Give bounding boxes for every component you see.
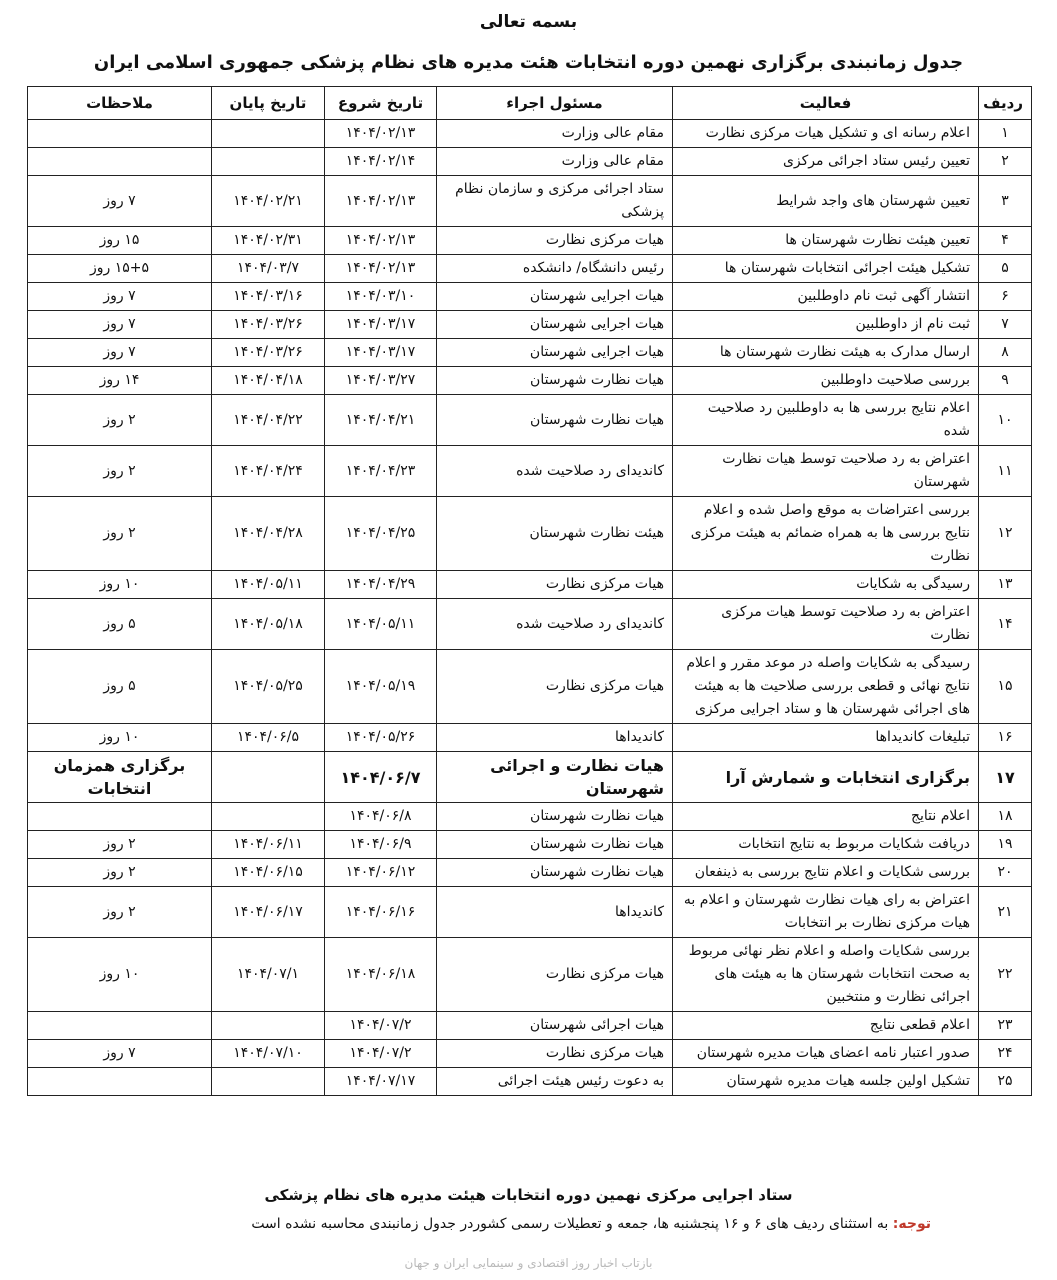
row-number-cell: ۱۱ (979, 446, 1032, 497)
notes-cell: ۲ روز (28, 887, 212, 938)
end-date-cell: ۱۴۰۴/۰۳/۱۶ (212, 283, 325, 311)
column-header-notes: ملاحظات (28, 87, 212, 120)
notes-cell: ۱۴ روز (28, 367, 212, 395)
activity-cell: اعتراض به رد صلاحیت توسط هیات نظارت شهرستان (673, 446, 979, 497)
activity-cell: رسیدگی به شکایات (673, 571, 979, 599)
activity-cell: رسیدگی به شکایات واصله در موعد مقرر و اعلام نتایج نهائی و قطعی بررسی صلاحیت ها به هیئت های اجرائی شهرستان ها و ستاد اجرایی مرکزی (673, 650, 979, 724)
issuer-signature: ستاد اجرایی مرکزی نهمین دوره انتخابات هیئت مدیره های نظام پزشکی (264, 1186, 793, 1204)
table-row (28, 650, 1032, 724)
row-number-cell: ۴ (979, 227, 1032, 255)
table-row (28, 571, 1032, 599)
document-heading: بسمه تعالی (479, 12, 578, 32)
end-date-cell: ۱۴۰۴/۰۳/۷ (212, 255, 325, 283)
start-date-cell: ۱۴۰۴/۰۳/۲۷ (325, 367, 437, 395)
responsible-cell: هیات اجرایی شهرستان (437, 311, 673, 339)
notes-cell: ۱۰ روز (28, 938, 212, 1012)
activity-cell: تعیین شهرستان های واجد شرایط (673, 176, 979, 227)
start-date-cell: ۱۴۰۴/۰۶/۷ (325, 752, 437, 803)
responsible-cell: هیات اجرایی شهرستان (437, 283, 673, 311)
activity-cell: تعیین هیئت نظارت شهرستان ها (673, 227, 979, 255)
row-number-cell: ۱۰ (979, 395, 1032, 446)
row-number-cell: ۲۱ (979, 887, 1032, 938)
end-date-cell (212, 1068, 325, 1096)
activity-cell: اعلام نتایج (673, 803, 979, 831)
table-row (28, 752, 1032, 803)
end-date-cell (212, 148, 325, 176)
activity-cell: دریافت شکایات مربوط به نتایج انتخابات (673, 831, 979, 859)
responsible-cell: هیات مرکزی نظارت (437, 571, 673, 599)
responsible-cell: هیات نظارت شهرستان (437, 395, 673, 446)
responsible-cell: مقام عالی وزارت (437, 148, 673, 176)
end-date-cell: ۱۴۰۴/۰۳/۲۶ (212, 311, 325, 339)
table-row (28, 497, 1032, 571)
activity-cell: تعیین رئیس ستاد اجرائی مرکزی (673, 148, 979, 176)
activity-cell: بررسی اعتراضات به موقع واصل شده و اعلام نتایج بررسی ها به همراه ضمائم به هیئت مرکزی نظارت (673, 497, 979, 571)
row-number-cell: ۱۶ (979, 724, 1032, 752)
notes-cell: ۷ روز (28, 339, 212, 367)
responsible-cell: هیات نظارت و اجرائی شهرستان (437, 752, 673, 803)
table-row (28, 1040, 1032, 1068)
row-number-cell: ۵ (979, 255, 1032, 283)
start-date-cell: ۱۴۰۴/۰۷/۲ (325, 1012, 437, 1040)
start-date-cell: ۱۴۰۴/۰۶/۹ (325, 831, 437, 859)
activity-cell: بررسی شکایات واصله و اعلام نظر نهائی مربوط به صحت انتخابات شهرستان ها به هیئت های اجرائی نظارت و منتخبین (673, 938, 979, 1012)
start-date-cell: ۱۴۰۴/۰۴/۲۳ (325, 446, 437, 497)
table-row (28, 339, 1032, 367)
end-date-cell (212, 803, 325, 831)
responsible-cell: کاندیداها (437, 724, 673, 752)
start-date-cell: ۱۴۰۴/۰۲/۱۳ (325, 120, 437, 148)
end-date-cell: ۱۴۰۴/۰۵/۲۵ (212, 650, 325, 724)
responsible-cell: هیات اجرائی شهرستان (437, 1012, 673, 1040)
end-date-cell: ۱۴۰۴/۰۶/۱۱ (212, 831, 325, 859)
start-date-cell: ۱۴۰۴/۰۳/۱۷ (325, 311, 437, 339)
start-date-cell: ۱۴۰۴/۰۲/۱۳ (325, 227, 437, 255)
row-number-cell: ۱۹ (979, 831, 1032, 859)
responsible-cell: هیات نظارت شهرستان (437, 859, 673, 887)
table-row (28, 446, 1032, 497)
footnote (251, 1216, 931, 1232)
table-row (28, 724, 1032, 752)
start-date-cell: ۱۴۰۴/۰۵/۱۱ (325, 599, 437, 650)
notes-cell: ۱۰ روز (28, 571, 212, 599)
row-number-cell: ۲۵ (979, 1068, 1032, 1096)
start-date-cell: ۱۴۰۴/۰۶/۱۸ (325, 938, 437, 1012)
activity-cell: اعتراض به رای هیات نظارت شهرستان و اعلام به هیات مرکزی نظارت بر انتخابات (673, 887, 979, 938)
responsible-cell: هیات مرکزی نظارت (437, 227, 673, 255)
responsible-cell: مقام عالی وزارت (437, 120, 673, 148)
table-row (28, 938, 1032, 1012)
responsible-cell: هیات نظارت شهرستان (437, 831, 673, 859)
start-date-cell: ۱۴۰۴/۰۶/۱۶ (325, 887, 437, 938)
notes-cell (28, 148, 212, 176)
row-number-cell: ۲۲ (979, 938, 1032, 1012)
end-date-cell: ۱۴۰۴/۰۴/۲۴ (212, 446, 325, 497)
notes-cell: ۷ روز (28, 311, 212, 339)
activity-cell: اعتراض به رد صلاحیت توسط هیات مرکزی نظارت (673, 599, 979, 650)
notes-cell: ۲ روز (28, 395, 212, 446)
row-number-cell: ۱۴ (979, 599, 1032, 650)
row-number-cell: ۲ (979, 148, 1032, 176)
end-date-cell: ۱۴۰۴/۰۴/۲۲ (212, 395, 325, 446)
start-date-cell: ۱۴۰۴/۰۴/۲۵ (325, 497, 437, 571)
start-date-cell: ۱۴۰۴/۰۷/۲ (325, 1040, 437, 1068)
column-header-row-number: ردیف (979, 87, 1032, 120)
end-date-cell: ۱۴۰۴/۰۵/۱۱ (212, 571, 325, 599)
activity-cell: اعلام رسانه ای و تشکیل هیات مرکزی نظارت (673, 120, 979, 148)
end-date-cell: ۱۴۰۴/۰۷/۱ (212, 938, 325, 1012)
row-number-cell: ۱۸ (979, 803, 1032, 831)
end-date-cell: ۱۴۰۴/۰۶/۱۵ (212, 859, 325, 887)
table-row (28, 803, 1032, 831)
start-date-cell: ۱۴۰۴/۰۳/۱۰ (325, 283, 437, 311)
footnote-text: به استثنای ردیف های ۶ و ۱۶ پنجشنبه ها، جمعه و تعطیلات رسمی کشوردر جدول زمانبندی محاسبه نشده است (251, 1216, 889, 1232)
notes-cell: ۲ روز (28, 831, 212, 859)
row-number-cell: ۲۴ (979, 1040, 1032, 1068)
table-row (28, 148, 1032, 176)
footnote-label: توجه: (892, 1216, 931, 1232)
activity-cell: ارسال مدارک به هیئت نظارت شهرستان ها (673, 339, 979, 367)
table-row (28, 395, 1032, 446)
row-number-cell: ۷ (979, 311, 1032, 339)
end-date-cell (212, 1012, 325, 1040)
responsible-cell: هیات مرکزی نظارت (437, 938, 673, 1012)
start-date-cell: ۱۴۰۴/۰۵/۱۹ (325, 650, 437, 724)
row-number-cell: ۱۵ (979, 650, 1032, 724)
activity-cell: برگزاری انتخابات و شمارش آرا (673, 752, 979, 803)
start-date-cell: ۱۴۰۴/۰۷/۱۷ (325, 1068, 437, 1096)
row-number-cell: ۲۰ (979, 859, 1032, 887)
notes-cell: ۱۵+۵ روز (28, 255, 212, 283)
table-row (28, 311, 1032, 339)
notes-cell: ۱۵ روز (28, 227, 212, 255)
responsible-cell: هیئت نظارت شهرستان (437, 497, 673, 571)
responsible-cell: رئیس دانشگاه/ دانشکده (437, 255, 673, 283)
end-date-cell: ۱۴۰۴/۰۷/۱۰ (212, 1040, 325, 1068)
end-date-cell (212, 752, 325, 803)
notes-cell: ۷ روز (28, 1040, 212, 1068)
start-date-cell: ۱۴۰۴/۰۴/۲۱ (325, 395, 437, 446)
responsible-cell: هیات نظارت شهرستان (437, 803, 673, 831)
notes-cell: برگزاری همزمان انتخابات (28, 752, 212, 803)
row-number-cell: ۸ (979, 339, 1032, 367)
row-number-cell: ۶ (979, 283, 1032, 311)
notes-cell: ۷ روز (28, 176, 212, 227)
responsible-cell: کاندیدای رد صلاحیت شده (437, 446, 673, 497)
start-date-cell: ۱۴۰۴/۰۲/۱۳ (325, 176, 437, 227)
responsible-cell: هیات مرکزی نظارت (437, 650, 673, 724)
start-date-cell: ۱۴۰۴/۰۶/۸ (325, 803, 437, 831)
row-number-cell: ۱ (979, 120, 1032, 148)
notes-cell (28, 1012, 212, 1040)
row-number-cell: ۱۲ (979, 497, 1032, 571)
activity-cell: اعلام قطعی نتایج (673, 1012, 979, 1040)
end-date-cell: ۱۴۰۴/۰۵/۱۸ (212, 599, 325, 650)
responsible-cell: هیات نظارت شهرستان (437, 367, 673, 395)
activity-cell: بررسی شکایات و اعلام نتایج بررسی به ذینفعان (673, 859, 979, 887)
row-number-cell: ۱۷ (979, 752, 1032, 803)
row-number-cell: ۳ (979, 176, 1032, 227)
notes-cell: ۲ روز (28, 497, 212, 571)
table-row (28, 255, 1032, 283)
table-row (28, 176, 1032, 227)
table-row (28, 831, 1032, 859)
table-row (28, 367, 1032, 395)
column-header-activity: فعالیت (673, 87, 979, 120)
notes-cell: ۵ روز (28, 650, 212, 724)
end-date-cell: ۱۴۰۴/۰۳/۲۶ (212, 339, 325, 367)
responsible-cell: کاندیداها (437, 887, 673, 938)
start-date-cell: ۱۴۰۴/۰۳/۱۷ (325, 339, 437, 367)
end-date-cell: ۱۴۰۴/۰۴/۲۸ (212, 497, 325, 571)
column-header-end-date: تاریخ پایان (212, 87, 325, 120)
notes-cell: ۲ روز (28, 859, 212, 887)
table-row (28, 283, 1032, 311)
responsible-cell: کاندیدای رد صلاحیت شده (437, 599, 673, 650)
table-row (28, 599, 1032, 650)
start-date-cell: ۱۴۰۴/۰۵/۲۶ (325, 724, 437, 752)
activity-cell: تشکیل هیئت اجرائی انتخابات شهرستان ها (673, 255, 979, 283)
row-number-cell: ۲۳ (979, 1012, 1032, 1040)
column-header-responsible: مسئول اجراء (437, 87, 673, 120)
table-row (28, 227, 1032, 255)
row-number-cell: ۱۳ (979, 571, 1032, 599)
activity-cell: صدور اعتبار نامه اعضای هیات مدیره شهرستان (673, 1040, 979, 1068)
end-date-cell: ۱۴۰۴/۰۶/۱۷ (212, 887, 325, 938)
activity-cell: بررسی صلاحیت داوطلبین (673, 367, 979, 395)
table-row (28, 1068, 1032, 1096)
activity-cell: اعلام نتایج بررسی ها به داوطلبین رد صلاحیت شده (673, 395, 979, 446)
activity-cell: ثبت نام از داوطلبین (673, 311, 979, 339)
notes-cell: ۷ روز (28, 283, 212, 311)
responsible-cell: ستاد اجرائی مرکزی و سازمان نظام پزشکی (437, 176, 673, 227)
notes-cell: ۲ روز (28, 446, 212, 497)
watermark-caption: بازتاب اخبار روز اقتصادی و سینمایی ایران و جهان (404, 1256, 653, 1270)
table-row (28, 120, 1032, 148)
start-date-cell: ۱۴۰۴/۰۶/۱۲ (325, 859, 437, 887)
start-date-cell: ۱۴۰۴/۰۲/۱۴ (325, 148, 437, 176)
activity-cell: تشکیل اولین جلسه هیات مدیره شهرستان (673, 1068, 979, 1096)
table-row (28, 859, 1032, 887)
schedule-table-body (28, 120, 1032, 1096)
start-date-cell: ۱۴۰۴/۰۴/۲۹ (325, 571, 437, 599)
start-date-cell: ۱۴۰۴/۰۲/۱۳ (325, 255, 437, 283)
notes-cell: ۱۰ روز (28, 724, 212, 752)
notes-cell (28, 1068, 212, 1096)
table-row (28, 1012, 1032, 1040)
end-date-cell (212, 120, 325, 148)
table-header-row (28, 87, 1032, 120)
schedule-table (27, 86, 1032, 1096)
column-header-start-date: تاریخ شروع (325, 87, 437, 120)
table-row (28, 887, 1032, 938)
end-date-cell: ۱۴۰۴/۰۶/۵ (212, 724, 325, 752)
activity-cell: تبلیغات کاندیداها (673, 724, 979, 752)
notes-cell: ۵ روز (28, 599, 212, 650)
responsible-cell: به دعوت رئیس هیئت اجرائی (437, 1068, 673, 1096)
responsible-cell: هیات اجرایی شهرستان (437, 339, 673, 367)
document-title: جدول زمانبندی برگزاری نهمین دوره انتخابات هئت مدیره های نظام پزشکی جمهوری اسلامی ایران (93, 52, 964, 73)
row-number-cell: ۹ (979, 367, 1032, 395)
activity-cell: انتشار آگهی ثبت نام داوطلبین (673, 283, 979, 311)
end-date-cell: ۱۴۰۴/۰۲/۲۱ (212, 176, 325, 227)
end-date-cell: ۱۴۰۴/۰۲/۳۱ (212, 227, 325, 255)
notes-cell (28, 803, 212, 831)
notes-cell (28, 120, 212, 148)
responsible-cell: هیات مرکزی نظارت (437, 1040, 673, 1068)
end-date-cell: ۱۴۰۴/۰۴/۱۸ (212, 367, 325, 395)
